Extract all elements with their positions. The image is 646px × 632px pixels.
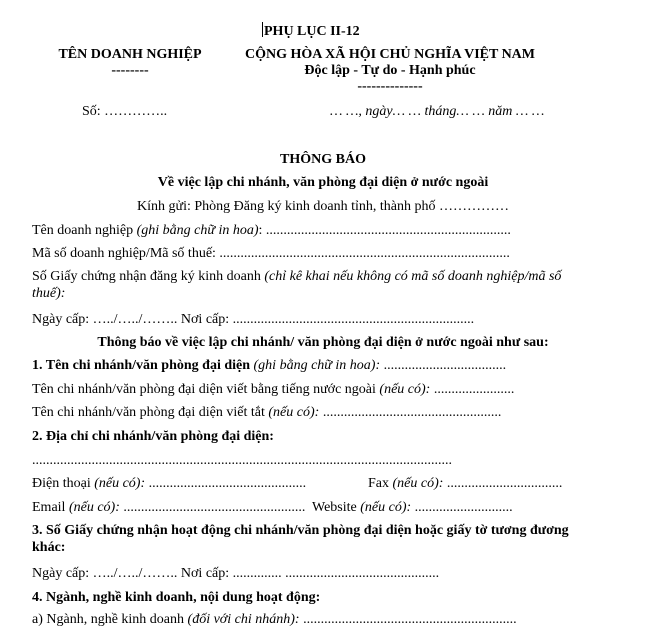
s3-issue-label: Ngày cấp: …../…../…….. Nơi cấp:: [32, 566, 230, 581]
s2-fax-label: Fax: [368, 476, 389, 491]
date-field: … …, ngày… … tháng… … năm … …: [330, 104, 545, 119]
enterprise-issue-dots: .....................................................................: [229, 312, 475, 327]
enterprise-issue-label: Ngày cấp: …../…../…….. Nơi cấp:: [32, 312, 230, 327]
republic-title: CỘNG HÒA XÃ HỘI CHỦ NGHĨA VIỆT NAM: [244, 47, 535, 62]
s1-heading-dots: ...................................: [380, 358, 507, 373]
s2-fax-dots: .................................: [443, 476, 563, 491]
s3-issue-dots: .............. ............................................: [229, 566, 440, 581]
section-heading: Thông báo về việc lập chi nhánh/ văn phòng đại diện ở nước ngoài như sau:: [97, 335, 549, 350]
s1-abbr-name-line: [32, 405, 501, 421]
s1-heading-note: (ghi bằng chữ in hoa):: [253, 358, 381, 373]
s1-heading-line: [32, 358, 506, 374]
s2-website-note: (nếu có):: [360, 500, 412, 515]
s1-foreign-name-line: [32, 382, 514, 398]
s1-foreign-dots: .......................: [430, 382, 515, 397]
cert-number-note: (chỉ kê khai nếu không có mã số doanh nghiệp/mã số: [264, 269, 562, 284]
enterprise-name-note: (ghi bằng chữ in hoa): [136, 223, 259, 238]
enterprise-name-dots: : ......................................................................: [258, 223, 511, 238]
addressee: Kính gửi: Phòng Đăng ký kinh doanh tỉnh, thành phố ……………: [137, 199, 509, 214]
cert-number-line: [32, 269, 561, 285]
s2-phone-dots: .............................................: [145, 476, 307, 491]
s2-email-dots: ....................................................: [119, 500, 306, 515]
motto-divider: --------------: [357, 79, 423, 94]
s3-heading-cont: khác:: [32, 540, 66, 555]
s2-phone-line: [32, 476, 306, 492]
s2-phone-label: Điện thoại: [32, 476, 91, 491]
s3-heading: 3. Số Giấy chứng nhận hoạt động chi nhánh/văn phòng đại diện hoặc giấy tờ tương đương: [32, 523, 569, 538]
s2-website-label: Website: [312, 500, 357, 515]
document-title: THÔNG BÁO: [280, 152, 366, 167]
appendix-label: PHỤ LỤC II-12: [264, 24, 360, 39]
s2-email-line: [32, 500, 305, 516]
s1-heading: 1. Tên chi nhánh/văn phòng đại diện: [32, 358, 251, 373]
s1-abbr-dots: ...................................................: [319, 405, 502, 420]
s3-issue-line: [32, 566, 439, 582]
company-divider: --------: [111, 63, 149, 78]
s1-abbr-note: (nếu có):: [268, 405, 320, 420]
motto: Độc lập - Tự do - Hạnh phúc: [304, 63, 476, 78]
s4-a-note: (đối với chi nhánh):: [187, 612, 300, 627]
s1-abbr-label: Tên chi nhánh/văn phòng đại diện viết tắt: [32, 405, 265, 420]
enterprise-code-dots: ...................................................................................: [215, 246, 510, 261]
enterprise-code-label: Mã số doanh nghiệp/Mã số thuế:: [32, 246, 216, 261]
s2-email-label: Email: [32, 500, 66, 515]
company-label: TÊN DOANH NGHIỆP: [58, 47, 202, 62]
s1-foreign-note: (nếu có):: [379, 382, 431, 397]
cert-number-note-cont: thuế):: [32, 286, 66, 301]
s2-phone-note: (nếu có):: [94, 476, 146, 491]
s2-heading: 2. Địa chỉ chi nhánh/văn phòng đại diện:: [32, 429, 274, 444]
enterprise-name-label: Tên doanh nghiệp: [32, 223, 134, 238]
s2-email-note: (nếu có):: [68, 500, 120, 515]
document-number-field: Số: …………..: [82, 104, 168, 119]
s4-a-label: a) Ngành, nghề kinh doanh: [32, 612, 185, 627]
s2-fax-note: (nếu có):: [392, 476, 444, 491]
enterprise-name-line: [32, 223, 511, 239]
s4-a-line: [32, 612, 517, 628]
enterprise-issue-line: [32, 312, 474, 328]
s2-website-line: [312, 500, 513, 516]
text-cursor: [262, 22, 263, 37]
s2-website-dots: ............................: [411, 500, 513, 515]
s2-address-dots: ........................................................................................................................: [32, 453, 452, 468]
s4-a-dots: .............................................................: [299, 612, 517, 627]
cert-number-label: Số Giấy chứng nhận đăng ký kinh doanh: [32, 269, 261, 284]
s1-foreign-label: Tên chi nhánh/văn phòng đại diện viết bằng tiếng nước ngoài: [32, 382, 376, 397]
enterprise-code-line: [32, 246, 510, 262]
document-subtitle: Về việc lập chi nhánh, văn phòng đại diện ở nước ngoài: [157, 175, 489, 190]
s4-heading: 4. Ngành, nghề kinh doanh, nội dung hoạt động:: [32, 590, 321, 605]
s2-fax-line: [368, 476, 562, 492]
